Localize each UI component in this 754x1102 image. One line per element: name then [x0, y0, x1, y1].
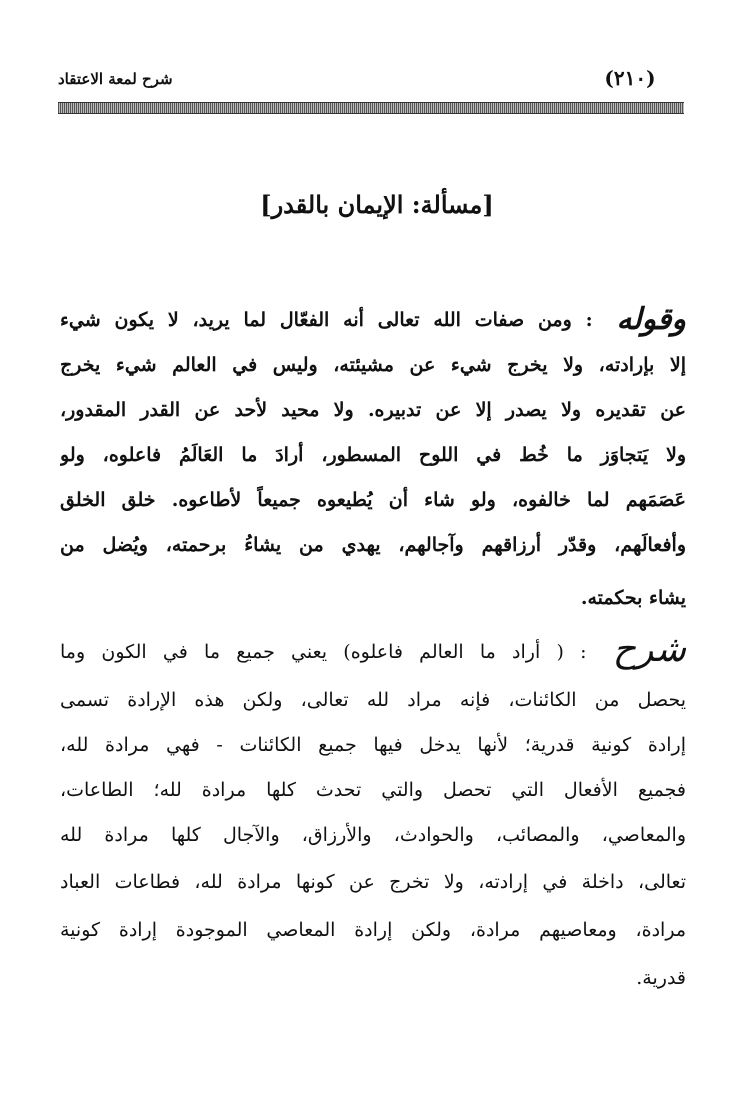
matn-line: عَصَمَهم لما خالفوه، ولو شاء أن يُطيعوه جميعاً لأطاعوه. خلق الخلق	[60, 489, 686, 511]
matn-line	[60, 300, 686, 340]
sharh-line: يحصل من الكائنات، فإنه مراد لله تعالى، ولكن هذه الإرادة تسمى	[60, 689, 686, 711]
matn-line-text: : ومن صفات الله تعالى أنه الفعّال لما يريد، لا يكون شيء	[60, 309, 593, 331]
header-divider	[58, 102, 684, 114]
section-heading: [مسألة: الإيمان بالقدر]	[260, 190, 494, 219]
sharh-line	[60, 630, 686, 670]
sharh-marker: شرح	[612, 630, 686, 670]
sharh-line: تعالى، داخلة في إرادته، ولا تخرج عن كونها مرادة لله، فطاعات العباد	[60, 871, 686, 893]
running-header-title: شرح لمعة الاعتقاد	[58, 70, 173, 88]
sharh-line: مرادة، ومعاصيهم مرادة، ولكن إرادة المعاصي الموجودة إرادة كونية	[60, 919, 686, 941]
matn-line: إلا بإرادته، ولا يخرج شيء عن مشيئته، وليس في العالم شيء يخرج	[60, 354, 686, 376]
sharh-line: فجميع الأفعال التي تحصل والتي تحدث كلها مرادة لله؛ الطاعات،	[60, 779, 686, 801]
sharh-line: والمعاصي، والمصائب، والحوادث، والأرزاق، والآجال كلها مرادة لله	[60, 824, 686, 846]
sharh-line: قدرية.	[636, 967, 686, 989]
sharh-line: إرادة كونية قدرية؛ لأنها يدخل فيها جميع الكائنات - فهي مرادة لله،	[60, 734, 686, 756]
sharh-line-text: : ( أراد ما العالم فاعلوه) يعني جميع ما في الكون وما	[60, 641, 587, 663]
matn-line: ولا يَتجاوَز ما خُط في اللوح المسطور، أرادَ ما العَالَمُ فاعلوه، ولو	[60, 444, 686, 466]
matn-line: وأفعالَهم، وقدّر أرزاقهم وآجالهم، يهدي من يشاءُ برحمته، ويُضل من	[60, 534, 686, 556]
page-number: (٢١٠)	[604, 66, 656, 90]
matn-line: يشاء بحكمته.	[580, 587, 686, 609]
matn-line: عن تقديره ولا يصدر إلا عن تدبيره. ولا محيد لأحد عن القدر المقدور،	[60, 399, 686, 421]
matn-marker: وقوله	[616, 302, 686, 337]
